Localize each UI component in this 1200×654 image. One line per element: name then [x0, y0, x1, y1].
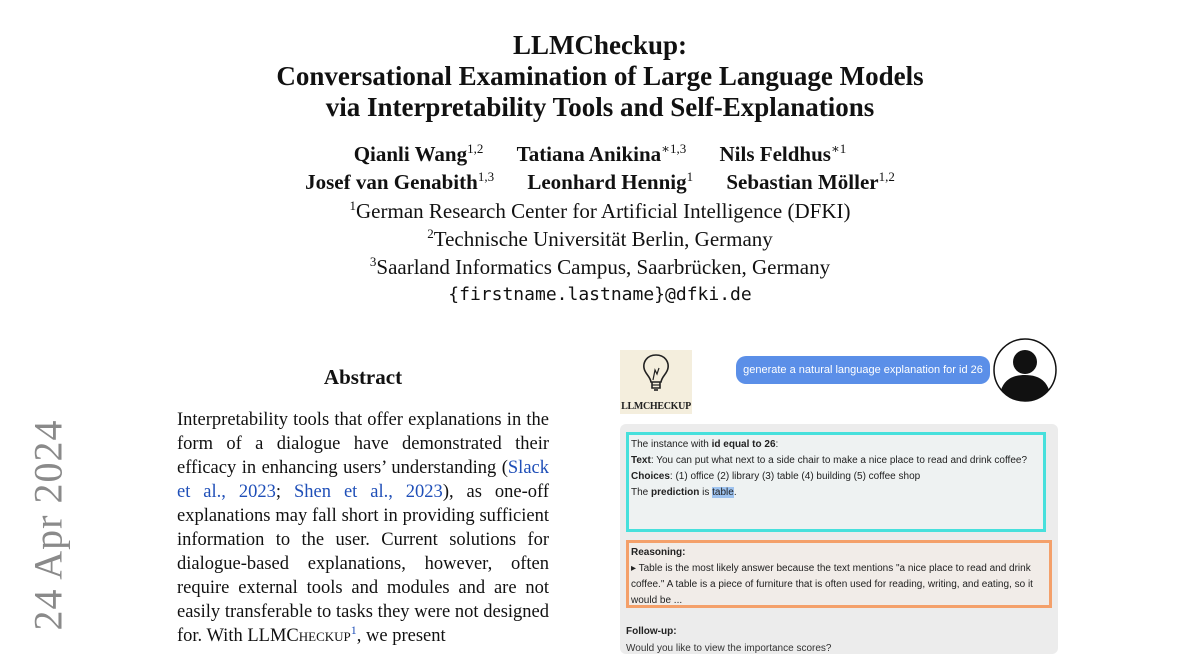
title-line-1: LLMCheckup:	[512, 30, 688, 60]
user-message-bubble: generate a natural language explanation for id 26	[736, 356, 990, 384]
citation-link[interactable]: Slack et al., 2023	[177, 458, 549, 502]
affiliation-text: Saarland Informatics Campus, Saarbrücken, Germany	[376, 255, 831, 279]
title-line-2: Conversational Examination of Large Language Models	[276, 61, 924, 91]
system-name-smallcaps: heckup	[298, 626, 351, 646]
author	[726, 168, 895, 196]
reasoning-box	[626, 540, 1052, 608]
system-name: LLMC	[247, 626, 299, 646]
author-name: Leonhard Hennig	[527, 170, 687, 194]
author	[354, 140, 484, 168]
prediction-line	[631, 485, 1041, 501]
llmcheckup-logo	[620, 350, 692, 414]
followup-label: Follow-up:	[626, 626, 677, 637]
instance-choices-line	[631, 469, 1041, 485]
author-affil-mark: 1,2	[467, 141, 484, 156]
author-name: Tatiana Anikina	[516, 142, 662, 166]
affiliation-mark: 3	[369, 254, 377, 269]
prediction-value: table	[712, 487, 734, 498]
reasoning-text: ▸ Table is the most likely answer because the text mentions "a nice place to read and drink coffee." A table is a piece of furniture that is often used for reading, writing, and eating, so it would be ...	[631, 563, 1033, 606]
citation-link[interactable]: Shen et al., 2023	[293, 482, 443, 502]
affiliation-mark: 2	[427, 226, 434, 241]
choices-label: Choices	[631, 471, 670, 482]
side-date-text: 24 Apr 2024	[25, 419, 71, 631]
user-avatar-icon	[993, 338, 1057, 402]
prediction-label: prediction	[651, 487, 700, 498]
author-row-2	[0, 168, 1200, 196]
instance-box	[626, 432, 1046, 532]
abstract-text-part: , we present	[356, 626, 446, 646]
lightbulb-icon	[640, 352, 672, 396]
arxiv-side-date	[8, 410, 88, 640]
text-label: Text	[631, 455, 651, 466]
author-name: Qianli Wang	[353, 142, 468, 166]
affiliation	[0, 253, 1200, 281]
author-affil-mark: 1	[686, 169, 694, 184]
abstract-text-part: Interpretability tools that offer explanations in the form of a dialogue have demonstrated their efficacy in enhancing users’ understanding (	[177, 410, 549, 478]
prediction-text: The	[631, 487, 652, 498]
instance-text: The instance with	[631, 439, 712, 450]
instance-id: id equal to 26	[711, 439, 776, 450]
author-list	[0, 140, 1200, 196]
abstract-text	[177, 408, 549, 648]
author-row-1	[0, 140, 1200, 168]
author	[527, 168, 693, 196]
author-affil-mark: ∗1	[830, 141, 847, 156]
affiliation-text: German Research Center for Artificial Intelligence (DFKI)	[356, 199, 851, 223]
title-line-3: via Interpretability Tools and Self-Explanations	[325, 92, 875, 122]
citation-separator: ;	[275, 482, 294, 502]
author	[517, 140, 687, 168]
author-affil-mark: 1,2	[878, 169, 895, 184]
abstract-heading: Abstract	[323, 365, 403, 389]
affiliations	[0, 197, 1200, 309]
prediction-text: .	[733, 487, 737, 498]
instance-line	[631, 437, 1041, 453]
logo-text: LLMCHECKUP	[621, 401, 691, 412]
prediction-text: is	[699, 487, 713, 498]
paper-title	[0, 30, 1200, 123]
author	[720, 140, 847, 168]
author	[305, 168, 494, 196]
author-name: Sebastian Möller	[726, 170, 879, 194]
affiliation-mark: 1	[349, 198, 357, 213]
abstract-text-part: ), as one-off explanations may fall short in providing sufficient information to the user. Current solutions for dialogue-based explanations, however, often require external tools and modules and are not easily transferable to tasks they were not designed for. With	[177, 482, 550, 646]
author-name: Josef van Genabith	[305, 170, 478, 194]
instance-text-line	[631, 453, 1041, 469]
followup-question: Would you like to view the importance scores?	[626, 643, 832, 654]
text-value: : You can put what next to a side chair to make a nice place to read and drink coffee?	[650, 455, 1027, 466]
author-affil-mark: ∗1,3	[661, 141, 687, 156]
reasoning-label: Reasoning:	[631, 547, 686, 558]
footnote-link[interactable]: 1	[350, 622, 357, 637]
contact-email: {firstname.lastname}@dfki.de	[448, 284, 752, 305]
affiliation	[0, 225, 1200, 253]
affiliation-text: Technische Universität Berlin, Germany	[433, 227, 773, 251]
author-affil-mark: 1,3	[477, 169, 495, 184]
author-name: Nils Feldhus	[719, 142, 831, 166]
instance-text: :	[775, 439, 779, 450]
affiliation	[0, 197, 1200, 225]
choices-value: : (1) office (2) library (3) table (4) building (5) coffee shop	[669, 471, 921, 482]
